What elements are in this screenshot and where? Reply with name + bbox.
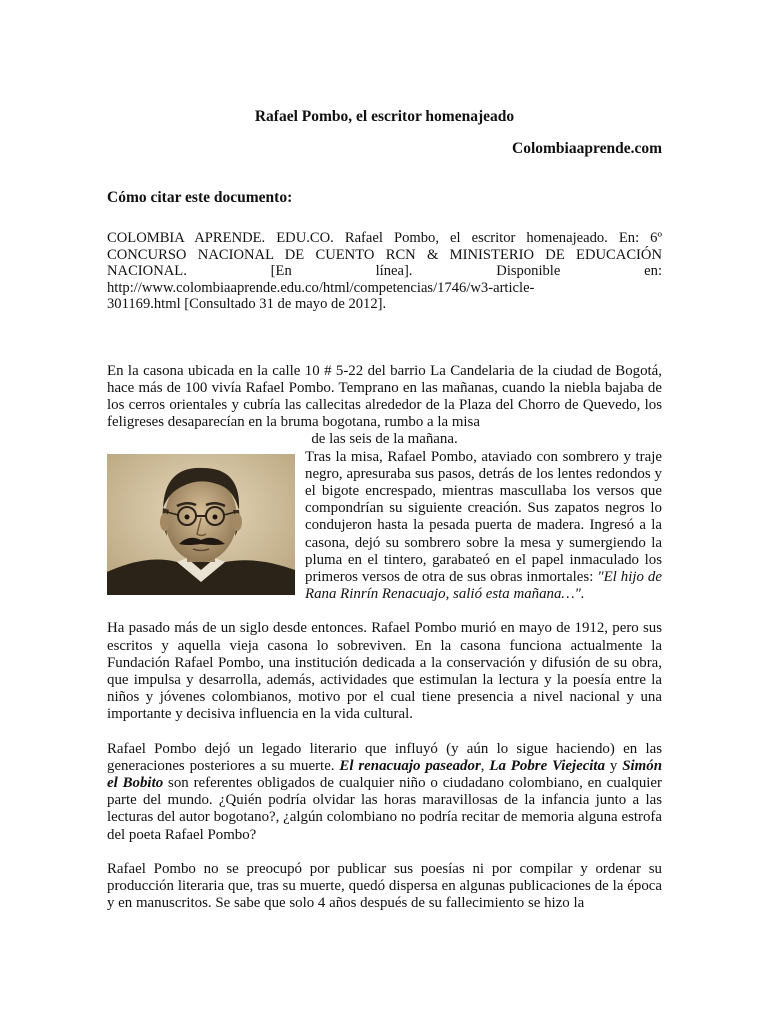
citation-line: COLOMBIA APRENDE. EDU.CO. Rafael Pombo, el escritor homenajeado. En: 6º (107, 230, 662, 246)
citation-line: 301169.html [Consultado 31 de mayo de 2012]. (107, 296, 387, 312)
paragraph-4-text-b: , (480, 757, 490, 774)
citation-line: CONCURSO NACIONAL DE CUENTO RCN & MINISTERIO DE EDUCACIÓN (107, 246, 662, 263)
paragraph-1-text: En la casona ubicada en la calle 10 # 5-22 del barrio La Candelaria de la ciudad de Bogotá, hace más de 100 vivía Rafael Pombo. Temprano en las mañanas, cuando la niebla bajaba de los cerros orientales y cubría las callecitas alrededor de la Plaza del Chorro de Quevedo, los feligreses desaparecían en la bruma bogotana, rumbo a la misa (107, 362, 662, 431)
document-source: Colombiaaprende.com (512, 140, 662, 157)
citation-url-line: http://www.colombiaaprende.edu.co/html/competencias/1746/w3-article- (107, 279, 535, 296)
paragraph-4-text-a: Rafael Pombo dejó un legado literario que influyó (y aún lo sigue haciendo) en las generaciones posteriores a su muerte. (107, 740, 662, 774)
citation-heading: Cómo citar este documento: (107, 189, 293, 206)
citation-line: NACIONAL. [En línea]. Disponible en: (107, 263, 662, 279)
paragraph-4 (107, 741, 662, 844)
work-title-viejecita: La Pobre Viejecita (489, 757, 606, 774)
paragraph-3: Ha pasado más de un siglo desde entonces. Rafael Pombo murió en mayo de 1912, pero sus escritos y aquella vieja casona lo sobreviven. En la casona funciona actualmente la Fundación Rafael Pombo, una institución dedicada a la conservación y difusión de su obra, que impulsa y desarrolla, además, actividades que estimulan la lectura y la poesía entre la niños y jóvenes colombianos, motivo por el cual tiene presencia a nivel nacional y una importante y decisiva influencia en la vida cultural. (107, 620, 662, 723)
paragraph-4-text-c: y (605, 757, 623, 774)
work-title-renacuajo: El renacuajo paseador (339, 757, 481, 774)
work-title-simon: Simón el Bobito (107, 757, 662, 791)
paragraph-2 (107, 449, 662, 604)
citation-block (107, 230, 662, 313)
paragraph-1 (107, 363, 662, 449)
paragraph-5: Rafael Pombo no se preocupó por publicar sus poesías ni por compilar y ordenar su producción literaria que, tras su muerte, quedó dispersa en algunas publicaciones de la época y en manuscritos. Se sabe que solo 4 años después de su fallecimiento se hizo la (107, 860, 662, 912)
rafael-pombo-portrait (107, 454, 295, 595)
paragraph-4-text-d: son referentes obligados de cualquier niño o ciudadano colombiano, en cualquier parte del mundo. ¿Quién podría olvidar las horas maravillosas de la infancia junto a las lecturas del autor bogotano?, ¿algún colombiano no podría recitar de memoria alguna estrofa del poeta Rafael Pombo? (107, 774, 662, 843)
paragraph-1-end: de las seis de la mañana. (311, 431, 458, 448)
document-title: Rafael Pombo, el escritor homenajeado (254, 108, 515, 125)
paragraph-2-text: Tras la misa, Rafael Pombo, ataviado con sombrero y traje negro, apresuraba sus pasos, detrás de los lentes redondos y el bigote encrespado, mientras mascullaba los versos que compondrían su siguiente creación. Sus zapatos negros lo condujeron hasta la pesada puerta de madera. Ingresó a la casona, dejó su sombrero sobre la mesa y sumergiendo la pluma en el tintero, garabateó en el papel inmaculado los primeros versos de otra de sus obras inmortales: (305, 448, 662, 585)
poem-quote: "El hijo de Rana Rinrín Renacuajo, salió esta mañana…". (305, 568, 662, 603)
